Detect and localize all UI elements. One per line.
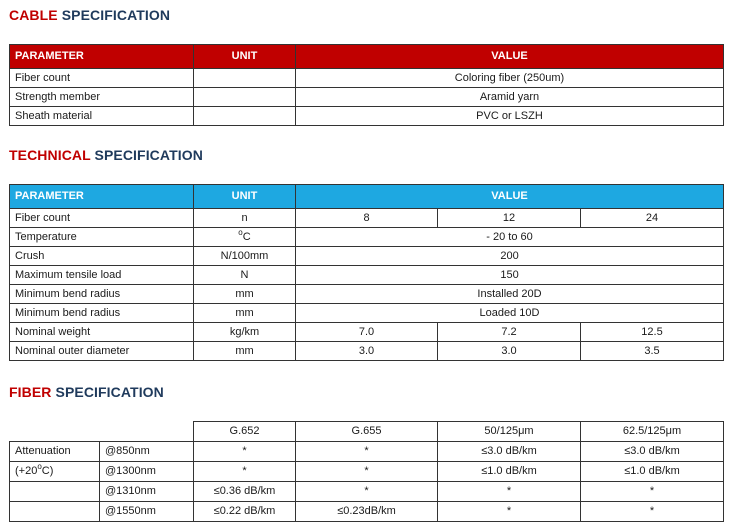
unit-cell: mm: [194, 342, 296, 361]
param-cell: Crush: [10, 247, 194, 266]
value-cell: Loaded 10D: [296, 304, 724, 323]
unit-cell: n: [194, 209, 296, 228]
table-row: [10, 462, 724, 482]
unit-cell: [194, 107, 296, 126]
wavelength-cell: @850nm: [100, 442, 194, 462]
table-row: [10, 323, 724, 342]
wavelength-cell: @1550nm: [100, 502, 194, 522]
table-row: [10, 228, 724, 247]
param-cell: Temperature: [10, 228, 194, 247]
unit-cell: mm: [194, 304, 296, 323]
attenuation-label: Attenuation: [10, 442, 100, 462]
value-cell: ≤0.22 dB/km: [194, 502, 296, 522]
cable-spec-table: [9, 44, 724, 126]
value-cell: 150: [296, 266, 724, 285]
value-cell: 3.0: [438, 342, 581, 361]
value-cell: 200: [296, 247, 724, 266]
param-cell: Maximum tensile load: [10, 266, 194, 285]
param-cell: Minimum bend radius: [10, 285, 194, 304]
value-cell: 3.0: [296, 342, 438, 361]
unit-cell: kg/km: [194, 323, 296, 342]
table-row: [10, 209, 724, 228]
value-cell: ≤0.23dB/km: [296, 502, 438, 522]
param-cell: Nominal outer diameter: [10, 342, 194, 361]
value-cell: ≤3.0 dB/km: [438, 442, 581, 462]
value-cell: ≤3.0 dB/km: [581, 442, 724, 462]
table-row: [10, 247, 724, 266]
value-cell: 8: [296, 209, 438, 228]
table-row: [10, 482, 724, 502]
degree-sup: o: [37, 462, 42, 471]
table-row: [10, 304, 724, 323]
value-cell: ≤1.0 dB/km: [581, 462, 724, 482]
header-unit: UNIT: [194, 45, 296, 69]
param-cell: Strength member: [10, 88, 194, 107]
unit-cell: [194, 88, 296, 107]
header-value: VALUE: [296, 185, 724, 209]
table-row: [10, 285, 724, 304]
param-cell: Nominal weight: [10, 323, 194, 342]
header-unit: UNIT: [194, 185, 296, 209]
cable-title-accent: CABLE: [9, 7, 58, 23]
header-50-125: 50/125μm: [438, 422, 581, 442]
condition-suffix: C): [41, 465, 54, 477]
header-62-5-125: 62.5/125μm: [581, 422, 724, 442]
technical-title-accent: TECHNICAL: [9, 147, 91, 163]
fiber-spec-table: [9, 421, 724, 522]
value-cell: 24: [581, 209, 724, 228]
value-cell: *: [581, 482, 724, 502]
fiber-title-rest: SPECIFICATION: [55, 384, 164, 400]
cable-spec-title: [9, 7, 170, 23]
table-row: [10, 107, 724, 126]
table-row: [10, 69, 724, 88]
value-cell: 7.2: [438, 323, 581, 342]
value-cell: *: [296, 442, 438, 462]
value-cell: 12.5: [581, 323, 724, 342]
value-cell: PVC or LSZH: [296, 107, 724, 126]
unit-base: C: [242, 231, 251, 243]
value-cell: *: [296, 482, 438, 502]
param-cell: Fiber count: [10, 69, 194, 88]
attenuation-condition: [10, 462, 100, 482]
value-cell: *: [194, 462, 296, 482]
header-parameter: PARAMETER: [10, 185, 194, 209]
value-cell: *: [438, 482, 581, 502]
value-cell: Installed 20D: [296, 285, 724, 304]
cable-header-row: [10, 45, 724, 69]
value-cell: *: [296, 462, 438, 482]
param-cell: Minimum bend radius: [10, 304, 194, 323]
degree-sup: o: [238, 228, 243, 237]
technical-spec-table: [9, 184, 724, 361]
value-cell: 12: [438, 209, 581, 228]
param-cell: Fiber count: [10, 209, 194, 228]
fiber-title-accent: FIBER: [9, 384, 52, 400]
unit-cell: mm: [194, 285, 296, 304]
value-cell: *: [194, 442, 296, 462]
technical-spec-title: [9, 147, 203, 163]
fiber-header-row: [10, 422, 724, 442]
table-row: [10, 266, 724, 285]
value-cell: *: [581, 502, 724, 522]
unit-cell: N: [194, 266, 296, 285]
value-cell: *: [438, 502, 581, 522]
technical-header-row: [10, 185, 724, 209]
wavelength-cell: @1310nm: [100, 482, 194, 502]
value-cell: Aramid yarn: [296, 88, 724, 107]
technical-title-rest: SPECIFICATION: [94, 147, 203, 163]
header-g655: G.655: [296, 422, 438, 442]
cable-title-rest: SPECIFICATION: [61, 7, 171, 23]
table-row: [10, 342, 724, 361]
table-row: [10, 502, 724, 522]
header-value: VALUE: [296, 45, 724, 69]
header-parameter: PARAMETER: [10, 45, 194, 69]
value-cell: ≤0.36 dB/km: [194, 482, 296, 502]
header-g652: G.652: [194, 422, 296, 442]
table-row: [10, 442, 724, 462]
param-cell: Sheath material: [10, 107, 194, 126]
value-cell: 3.5: [581, 342, 724, 361]
value-cell: Coloring fiber (250um): [296, 69, 724, 88]
table-row: [10, 88, 724, 107]
value-cell: ≤1.0 dB/km: [438, 462, 581, 482]
value-cell: 7.0: [296, 323, 438, 342]
wavelength-cell: @1300nm: [100, 462, 194, 482]
condition-prefix: (+20: [15, 465, 38, 477]
unit-cell: [194, 228, 296, 247]
unit-cell: N/100mm: [194, 247, 296, 266]
fiber-spec-title: [9, 384, 164, 400]
value-cell: - 20 to 60: [296, 228, 724, 247]
unit-cell: [194, 69, 296, 88]
